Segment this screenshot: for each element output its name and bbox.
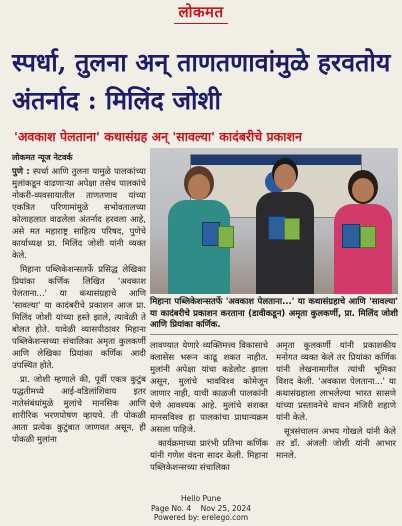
person-right <box>330 170 396 294</box>
article-headline: स्पर्धा, तुलना अन् ताणतणावांमुळे हरवतोय अंतर्नाद : मिलिंद जोशी <box>12 48 391 115</box>
newspaper-logo: लोकमत <box>174 2 227 24</box>
edition-name: Hello Pune <box>181 494 221 503</box>
article-column-3 <box>276 340 396 464</box>
article-column-2 <box>150 340 268 476</box>
paragraph: सूत्रसंचालन अभय गोखले यांनी केले तर डॉ. अंजली जोशी यांनी आभार मानले. <box>276 427 396 461</box>
paragraph: प्रा. जोशी म्हणाले की, पूर्वी एकत्र कुटुंब पद्धतीमध्ये आई-वडिलांशिवाय इतर नातेसंबंधांमुळे मुलांचे मानसिक आणि शारीरिक भरणपोषण व्हायचे. ती पोकळी आता प्रत्येक कुटुंबात जाणवत असून, ही पोकळी मुलांना <box>12 375 146 445</box>
dateline: पुणे : <box>12 167 30 177</box>
paragraph-text: स्पर्धा आणि तुलना यामुळे पालकांच्या मुलांकडून वाढणाऱ्या अपेक्षा तसेच पालकांचे नोकरी-व्यवसायातील ताणतणाव यांच्या एकत्रित परिणामांमुळे सभोवतालच्या कोलाहलात वाढलेला अंतर्नाद हरवला आहे, असे मत महाराष्ट्र साहित्य परिषद, पुणेचे कार्याध्यक्ष प्रा. मिलिंद जोशी यांनी व्यक्त केले. <box>12 167 146 261</box>
caption-divider <box>150 334 398 335</box>
byline: लोकमत न्यूज नेटवर्क <box>12 153 73 162</box>
page-footer <box>0 494 402 523</box>
person-middle <box>252 158 318 294</box>
page-number-date: Page No. 4 Nov 25, 2024 <box>150 503 252 513</box>
paragraph <box>12 166 146 262</box>
paragraph: लावण्यात येणारे व्यक्तिमत्त्व विकासाचे क्लासेस भरून काढू शकत नाहीत. मुलांनी अपेक्षा यांचा कडेलोट झाला असून, मुलांचे भावविश्व कोमेजून जाणार नाही, याची काळजी पालकांनी घेणे आवश्यक आहे. मुलांचे सशक्त मानसविश्व हा पालकांचा प्राधान्यक्रम असला पाहिजे. <box>150 341 268 435</box>
paragraph: मिहाना पब्लिकेशन्सतर्फे प्रसिद्ध लेखिका प्रियांका कर्णिक लिखित 'अवकाश पेलताना...' या कथासंग्रहाचे आणि 'सावल्या' या कादंबरीचे प्रकाशन आज प्रा. मिलिंद जोशी यांच्या हस्ते झाले, त्यावेळी ते बोलत होते. यावेळी व्यासपीठावर मिहाना पब्लिकेशन्सच्या संचालिका अमृता कुलकर्णी आणि लेखिका प्रियांका कर्णिक आदी उपस्थित होते. <box>12 265 146 371</box>
paragraph: कार्यक्रमाच्या प्रारंभी प्रतिभा कर्णिक यांनी गणेश वंदना सादर केली. मिहाना पब्लिकेशन्सच्या संचालिका <box>150 439 268 473</box>
person-left <box>164 166 234 294</box>
powered-by: Powered by: erelego.com <box>153 513 249 522</box>
paragraph: अमृता कुलकर्णी यांनी प्रकाशकीय मनोगत व्यक्त केले तर प्रियांका कर्णिक यांनी लेखनामागील त्यांची भूमिका विशद केली. 'अवकाश पेलताना...' या कथासंग्रहाला लाभलेल्या भारत सासणे यांच्या प्रस्तावनेचे वाचन मंजिरी शहाणे यांनी केले. <box>276 341 396 423</box>
article-subhead: 'अवकाश पेलताना' कथासंग्रह अन् 'सावल्या' कादंबरीचे प्रकाशन <box>14 129 302 144</box>
article-column-1 <box>12 152 146 448</box>
event-photo <box>150 148 398 294</box>
masthead <box>0 2 402 24</box>
photo-caption: मिहाना पब्लिकेशन्सतर्फे 'अवकाश पेलताना...' या कथासंग्रहाचे आणि 'सावल्या' या कादंबरीचे प्रकाशन करताना (डावीकडून) अमृता कुलकर्णी, प्रा. मिलिंद जोशी आणि प्रियांका कर्णिक. <box>150 297 398 330</box>
